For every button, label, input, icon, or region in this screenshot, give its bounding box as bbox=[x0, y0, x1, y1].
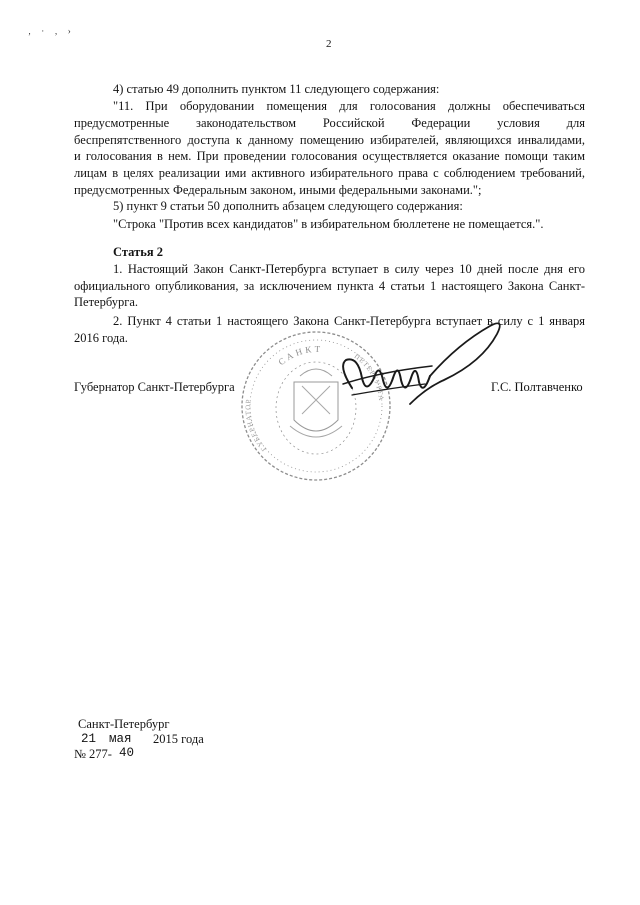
governor-name: Г.С. Полтавченко bbox=[491, 380, 583, 394]
item5-intro: 5) пункт 9 статьи 50 дополнить абзацем следующего содержания: bbox=[113, 199, 463, 213]
item4-line-6: предусмотренных Федеральным законом, иными федеральными законами."; bbox=[74, 183, 482, 197]
item4-line-4: и голосования в нем. При проведении голосования осуществляется оказание помощи таким bbox=[74, 149, 585, 163]
official-seal bbox=[242, 332, 390, 480]
article2-para2-line-2: 2016 года. bbox=[74, 331, 128, 345]
seal-text-right: ПЕТЕРБУРГА bbox=[352, 352, 386, 402]
item5-text: "Строка "Против всех кандидатов" в избирательном бюллетене не помещается.". bbox=[113, 217, 544, 231]
item4-line-3: беспрепятственного доступа к данному помещению избирателей, являющихся инвалидами, bbox=[74, 133, 585, 147]
footer-city: Санкт-Петербург bbox=[78, 717, 170, 731]
article2-para1-line-2: официального опубликования, за исключением пункта 4 статьи 1 настоящего Закона Санкт- bbox=[74, 279, 585, 293]
item4-line-5: лицам в целях реализации ими активного избирательного права с соблюдением требований, bbox=[74, 166, 585, 180]
article2-para2-line-1: 2. Пункт 4 статьи 1 настоящего Закона Санкт-Петербурга вступает в силу с 1 января bbox=[113, 314, 585, 328]
footer-day: 21 bbox=[81, 732, 97, 746]
article2-heading: Статья 2 bbox=[113, 245, 163, 259]
item4-line-2: предусмотренные законодательством Российской Федерации условия для bbox=[74, 116, 585, 130]
seal-text-left: ГУБЕРНАТОР bbox=[244, 398, 269, 453]
footer-number-suffix: 40 bbox=[119, 746, 135, 760]
item4-line-1: "11. При оборудовании помещения для голосования должны обеспечиваться bbox=[113, 99, 585, 113]
article2-para1-line-1: 1. Настоящий Закон Санкт-Петербурга вступает в силу через 10 дней после дня его bbox=[113, 262, 585, 276]
footer-year: 2015 года bbox=[153, 732, 204, 746]
item4-intro: 4) статью 49 дополнить пунктом 11 следующего содержания: bbox=[113, 82, 440, 96]
scan-corner-marks: ‚ · ‚ › bbox=[28, 26, 75, 36]
footer-number-prefix: № 277- bbox=[74, 747, 112, 761]
seal-text-top: САНКТ bbox=[276, 343, 324, 368]
article2-para1-line-3: Петербурга. bbox=[74, 295, 139, 309]
governor-position: Губернатор Санкт-Петербурга bbox=[74, 380, 235, 394]
page-number: 2 bbox=[326, 38, 332, 50]
footer-month: мая bbox=[109, 732, 132, 746]
